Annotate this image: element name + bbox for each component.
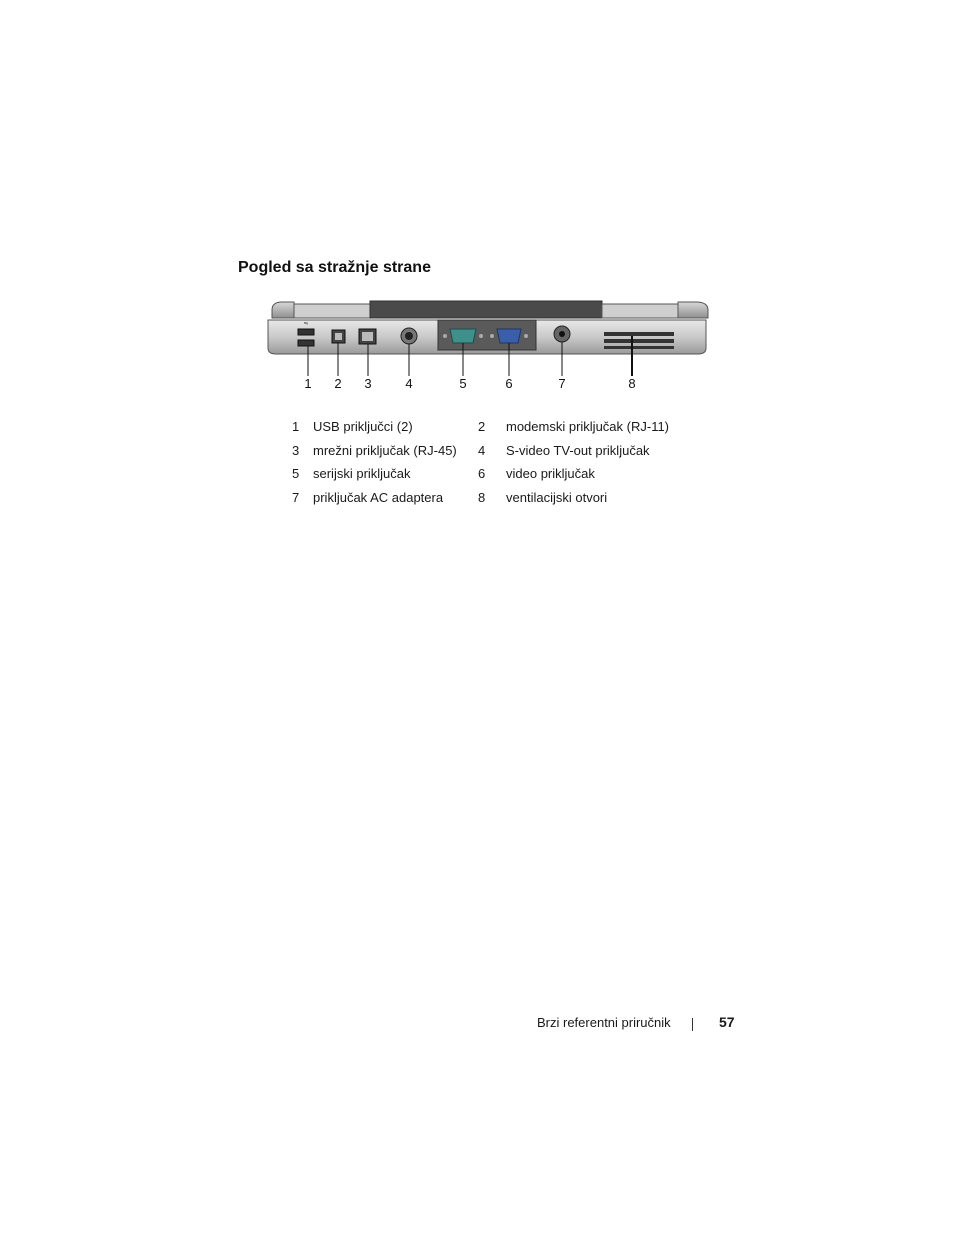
laptop-back-illustration: [262, 296, 712, 376]
legend-text: priključak AC adaptera: [313, 489, 444, 505]
callout-4: 4: [405, 376, 413, 391]
network-icon: [359, 329, 376, 344]
laptop-back-view-figure: [262, 296, 712, 396]
callout-1: 1: [304, 376, 312, 391]
legend-number: 8: [478, 489, 486, 505]
legend-text: USB priključci (2): [313, 419, 413, 434]
callout-2: 2: [334, 376, 342, 391]
legend-text: video priključak: [506, 466, 595, 481]
footer-separator: [692, 1018, 693, 1031]
legend-number: 2: [478, 419, 486, 434]
svg-text:⇋: ⇋: [303, 321, 309, 327]
callout-8: 8: [628, 376, 636, 391]
legend-text: S-video TV-out priključak: [506, 442, 650, 458]
legend-number: 6: [478, 466, 486, 481]
legend-text: modemski priključak (RJ-11): [506, 419, 670, 434]
legend-number: 3: [292, 442, 300, 458]
vent-icon: [604, 332, 674, 349]
legend-number: 5: [292, 466, 300, 481]
callout-3: 3: [364, 376, 372, 391]
ac-adapter-icon: [554, 326, 570, 342]
section-heading: Pogled sa stražnje strane: [238, 259, 431, 276]
callout-7: 7: [558, 376, 566, 391]
callout-6: 6: [505, 376, 513, 391]
legend-number: 7: [292, 489, 300, 505]
legend-text: mrežni priključak (RJ-45): [313, 442, 457, 458]
legend-number: 4: [478, 442, 486, 458]
s-video-icon: [401, 328, 417, 344]
legend-text: serijski priključak: [313, 466, 411, 481]
legend-number: 1: [292, 419, 300, 434]
legend-text: ventilacijski otvori: [506, 489, 608, 505]
page-number: 57: [719, 1014, 735, 1030]
callout-5: 5: [459, 376, 467, 391]
footer-title: Brzi referentni priručnik: [537, 1015, 671, 1030]
modem-icon: [332, 330, 345, 343]
